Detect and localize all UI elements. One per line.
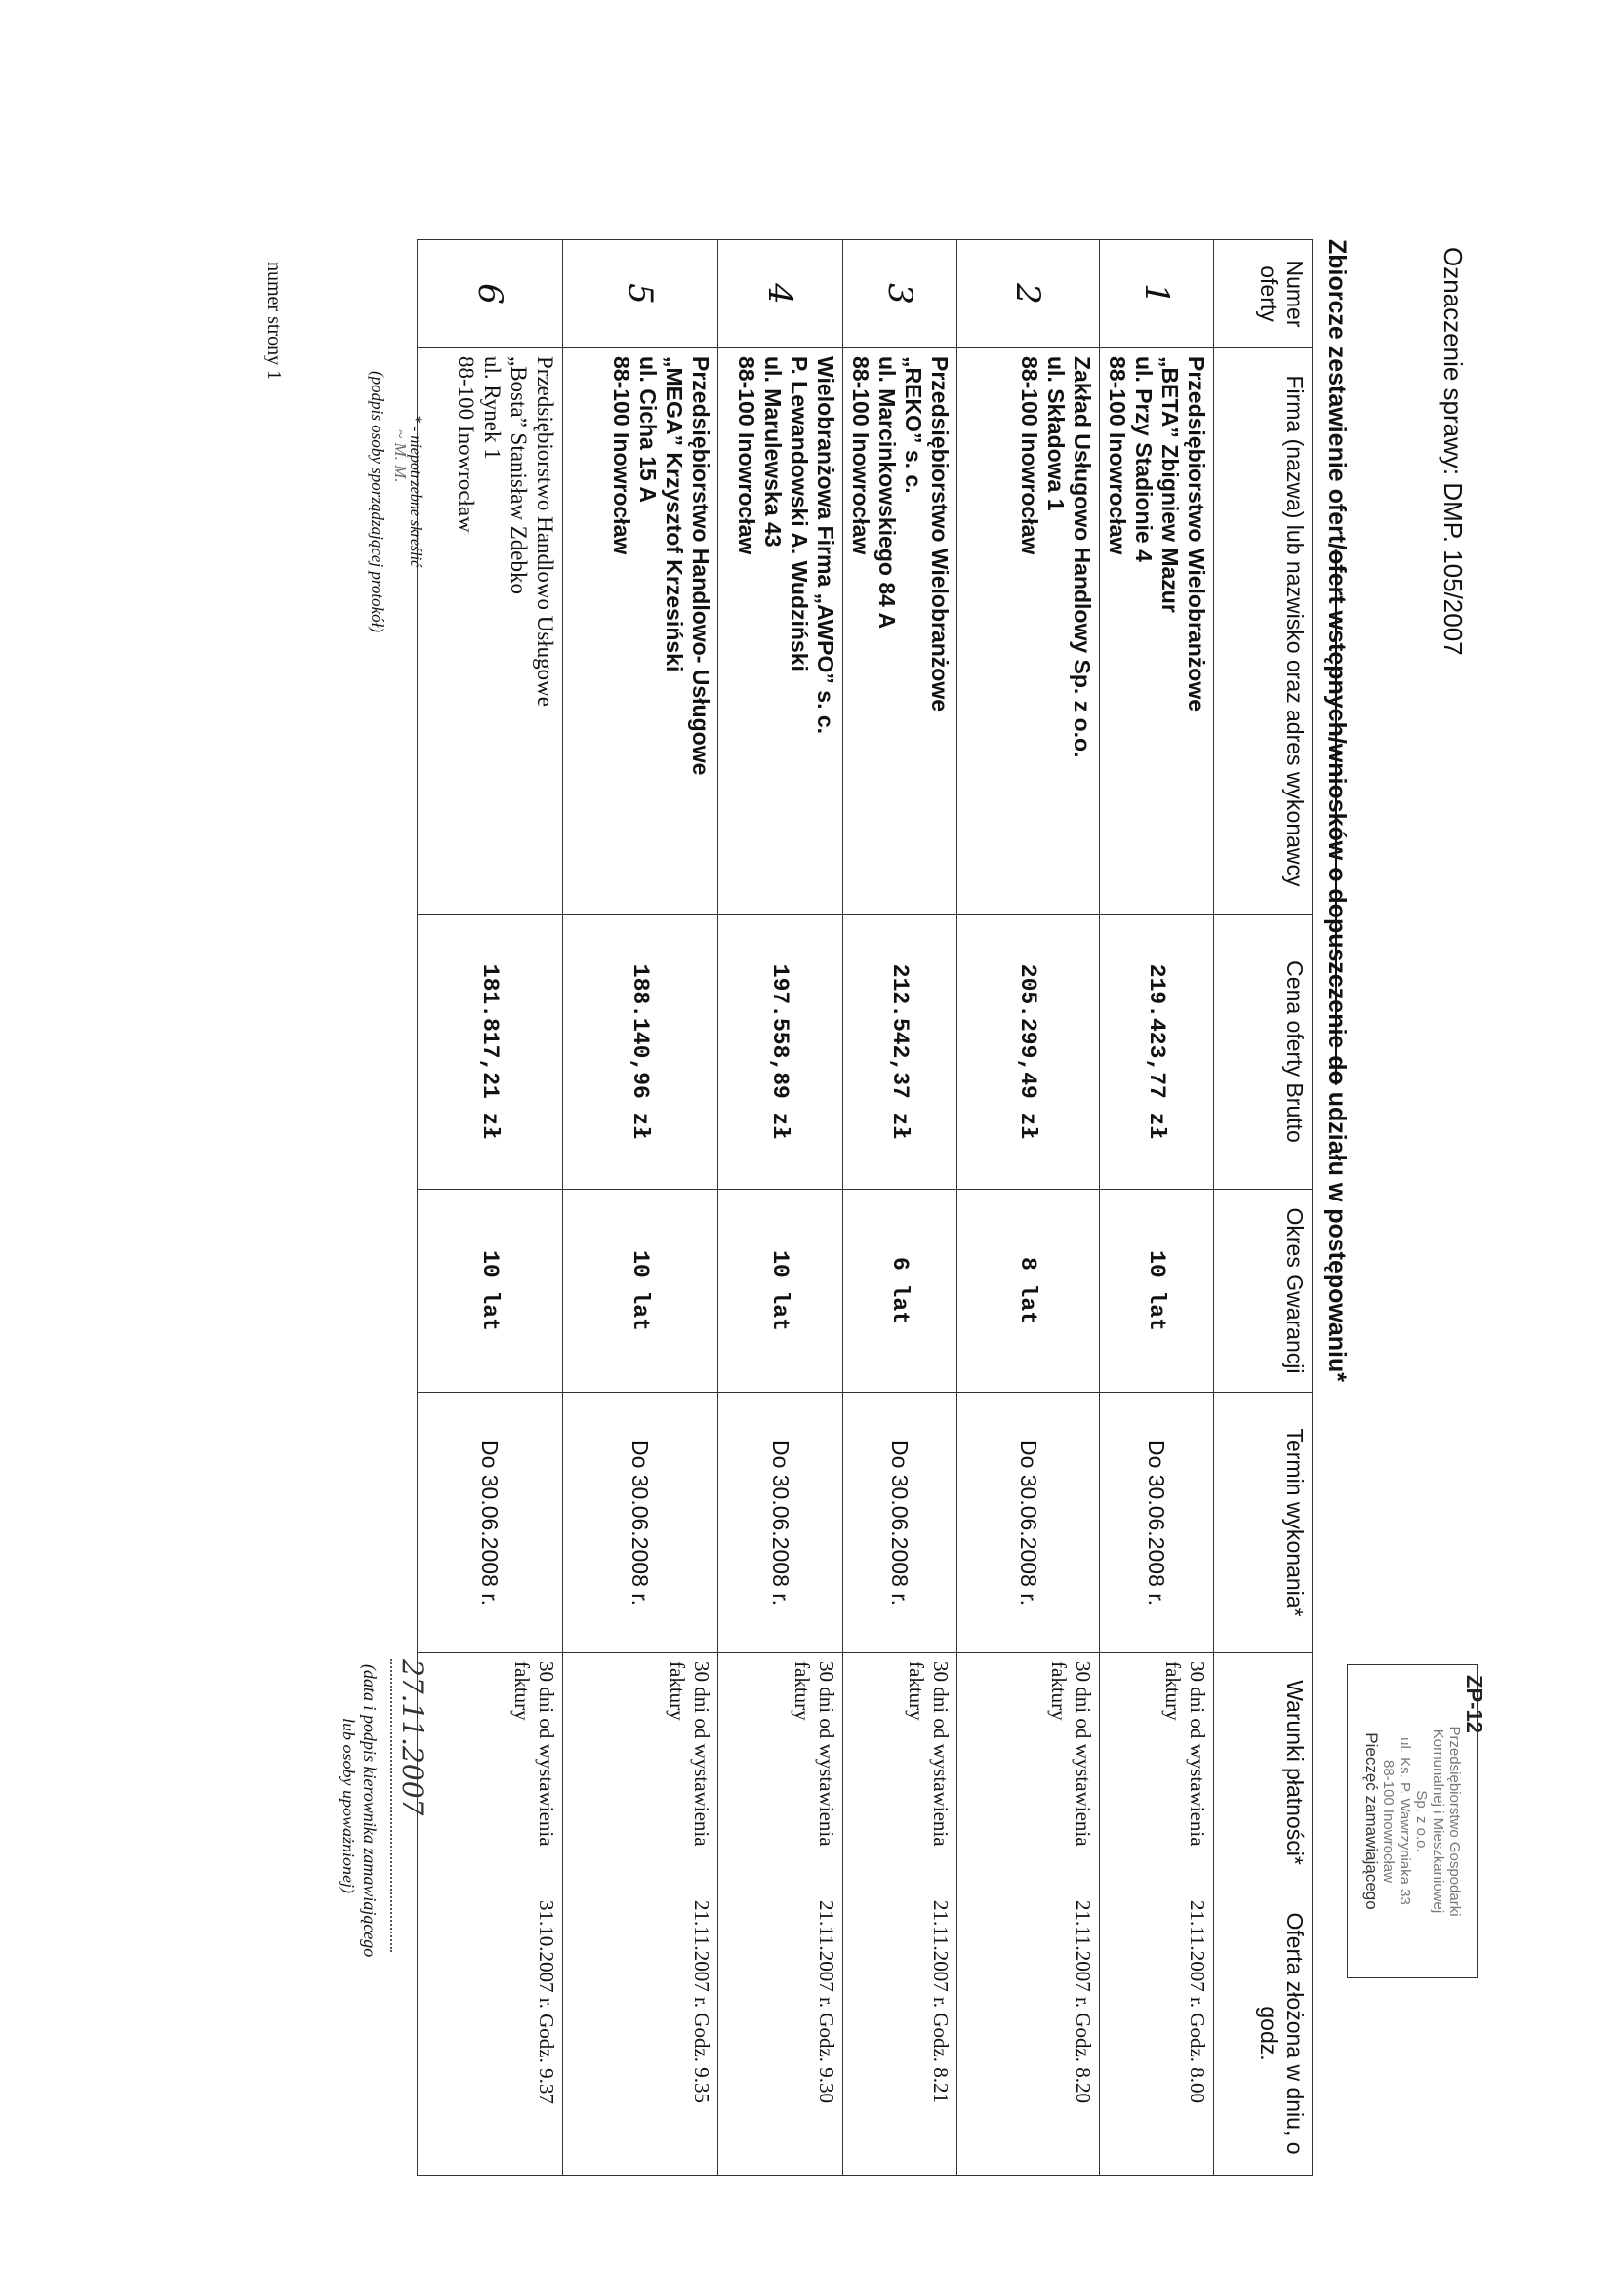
warranty-period: 8 lat <box>957 1190 1100 1393</box>
company-cell <box>718 348 843 915</box>
offer-number: 5 <box>563 240 718 348</box>
column-header-company: Firma (nazwa) lub nazwisko oraz adres wykonawcy <box>1214 348 1313 915</box>
company-line: „Bosta” Stanisław Zdebko <box>507 356 531 595</box>
stamp-line: Przedsiębiorstwo Gospodarki <box>1446 1726 1463 1917</box>
submission-date: 31.10.2007 r. Godz. 9.37 <box>418 1892 563 2176</box>
company-cell <box>563 348 718 915</box>
completion-term: Do 30.06.2008 r. <box>418 1393 563 1653</box>
company-line: ul. Marcinkowskiego 84 A <box>874 356 900 630</box>
company-line: „BETA” Zbigniew Mazur <box>1157 356 1183 613</box>
submission-date: 21.11.2007 r. Godz. 9.35 <box>563 1892 718 2176</box>
signature-caption-right-2: lub osoby upoważnionej) <box>339 1718 358 1893</box>
submission-date: 21.11.2007 r. Godz. 9.30 <box>718 1892 843 2176</box>
company-line: „MEGA” Krzysztof Krzesiński <box>662 356 687 672</box>
company-cell <box>957 348 1100 915</box>
payment-terms: 30 dni od wystawienia faktury <box>843 1653 957 1892</box>
submission-date: 21.11.2007 r. Godz. 8.00 <box>1100 1892 1214 2176</box>
payment-terms: 30 dni od wystawienia faktury <box>418 1653 563 1892</box>
column-header-payment: Warunki płatności* <box>1214 1653 1313 1892</box>
table-header-row <box>1214 240 1313 2176</box>
title-end: udziału w postępowaniu* <box>1323 1084 1351 1382</box>
completion-term: Do 30.06.2008 r. <box>718 1393 843 1653</box>
column-header-warranty: Okres Gwarancji <box>1214 1190 1313 1393</box>
warranty-period: 10 lat <box>418 1190 563 1393</box>
warranty-period: 10 lat <box>563 1190 718 1393</box>
table-row <box>718 240 843 2176</box>
title-start: Zbiorcze zestawienie ofert/ <box>1323 239 1351 550</box>
company-line: P. Lewandowski A. Wudziński <box>787 356 812 671</box>
company-line: ul. Składowa 1 <box>1043 356 1069 511</box>
table-row <box>563 240 718 2176</box>
company-line: 88-100 Inowrocław <box>609 356 634 555</box>
column-header-term: Termin wykonania* <box>1214 1393 1313 1653</box>
company-line: Wielobranżowa Firma „AWPO” s. c. <box>813 356 838 735</box>
company-cell <box>418 348 563 915</box>
warranty-period: 10 lat <box>1100 1190 1214 1393</box>
completion-term: Do 30.06.2008 r. <box>1100 1393 1214 1653</box>
offer-price: 205.299,49 zł <box>957 915 1100 1190</box>
company-line: ul. Cicha 15 A <box>635 356 661 503</box>
warranty-period: 10 lat <box>718 1190 843 1393</box>
payment-terms: 30 dni od wystawienia faktury <box>957 1653 1100 1892</box>
table-row <box>843 240 957 2176</box>
completion-term: Do 30.06.2008 r. <box>843 1393 957 1653</box>
document-title <box>1322 239 1351 1382</box>
company-line: 88-100 Inowrocław <box>848 356 873 555</box>
stamp-line: Komunalnej i Mieszkaniowej <box>1430 1729 1446 1914</box>
signature-caption-left: (podpis osoby sporządzającej protokół) <box>368 371 386 633</box>
table-row <box>957 240 1100 2176</box>
page-number: numer strony 1 <box>264 262 285 381</box>
company-line: 88-100 Inowrocław <box>1017 356 1042 555</box>
signature-caption-right: (data i podpis kierownika zamawiającego <box>360 1664 380 1958</box>
company-line: ul. Rynek 1 <box>480 356 505 460</box>
offer-price: 181.817,21 zł <box>418 915 563 1190</box>
company-line: 88-100 Inowrocław <box>454 356 478 533</box>
offer-number: 2 <box>957 240 1100 348</box>
company-line: 88-100 Inowrocław <box>734 356 759 555</box>
footnote: * - niepotrzebne skreślić <box>407 415 424 568</box>
company-line: Zakład Usługowo Handlowy Sp. z o.o. <box>1070 356 1095 758</box>
completion-term: Do 30.06.2008 r. <box>957 1393 1100 1653</box>
company-line: Przedsiębiorstwo Wielobranżowe <box>1184 356 1209 712</box>
offer-number: 4 <box>718 240 843 348</box>
payment-terms: 30 dni od wystawienia faktury <box>718 1653 843 1892</box>
contracting-authority-stamp <box>1347 1664 1486 1978</box>
stamp-line: 88-100 Inowrocław <box>1380 1760 1397 1883</box>
offer-number: 1 <box>1100 240 1214 348</box>
offers-table <box>417 239 1313 2176</box>
company-line: ul. Marulewska 43 <box>760 356 786 548</box>
company-line: 88-100 Inowrocław <box>1105 356 1130 555</box>
offer-price: 219.423,77 zł <box>1100 915 1214 1190</box>
column-header-price: Cena oferty Brutto <box>1214 915 1313 1190</box>
table-row <box>1100 240 1214 2176</box>
title-struck: ofert wstępnych/wniosków o dopuszczenie do <box>1323 549 1351 1085</box>
company-line: ul. Przy Stadionie 4 <box>1131 356 1157 562</box>
submission-date: 21.11.2007 r. Godz. 8.21 <box>843 1892 957 2176</box>
table-row <box>418 240 563 2176</box>
stamp-label: Pieczęć zamawiającego <box>1362 1732 1381 1910</box>
stamp-line: ul. Ks. P. Wawrzyniaka 33 <box>1397 1737 1413 1905</box>
completion-term: Do 30.06.2008 r. <box>563 1393 718 1653</box>
company-cell <box>1100 348 1214 915</box>
company-line: „REKO” s. c. <box>901 356 926 494</box>
column-header-number: Numer oferty <box>1214 240 1313 348</box>
offer-price: 212.542,37 zł <box>843 915 957 1190</box>
offer-number: 6 <box>418 240 563 348</box>
payment-terms: 30 dni od wystawienia faktury <box>563 1653 718 1892</box>
stamp-line: Sp. z o.o. <box>1413 1790 1430 1852</box>
form-code: ZP-12 <box>1462 1675 1486 1733</box>
offer-price: 197.558,89 zł <box>718 915 843 1190</box>
company-cell <box>843 348 957 915</box>
case-reference: Oznaczenie sprawy: DMP. 105/2007 <box>1439 247 1468 656</box>
company-line: Przedsiębiorstwo Handlowo Usługowe <box>533 356 557 708</box>
handwritten-date: 27.11.2007 <box>396 1659 428 1816</box>
submission-date: 21.11.2007 r. Godz. 8.20 <box>957 1892 1100 2176</box>
company-line: Przedsiębiorstwo Handlowo- Usługowe <box>688 356 713 776</box>
company-line: Przedsiębiorstwo Wielobranżowe <box>927 356 953 712</box>
warranty-period: 6 lat <box>843 1190 957 1393</box>
signature-line <box>390 1659 392 1952</box>
handwritten-signature-left: ~ M. M. <box>391 429 410 483</box>
offer-price: 188.140,96 zł <box>563 915 718 1190</box>
column-header-submitted: Oferta złożona w dniu, o godz. <box>1214 1892 1313 2176</box>
offer-number: 3 <box>843 240 957 348</box>
payment-terms: 30 dni od wystawienia faktury <box>1100 1653 1214 1892</box>
